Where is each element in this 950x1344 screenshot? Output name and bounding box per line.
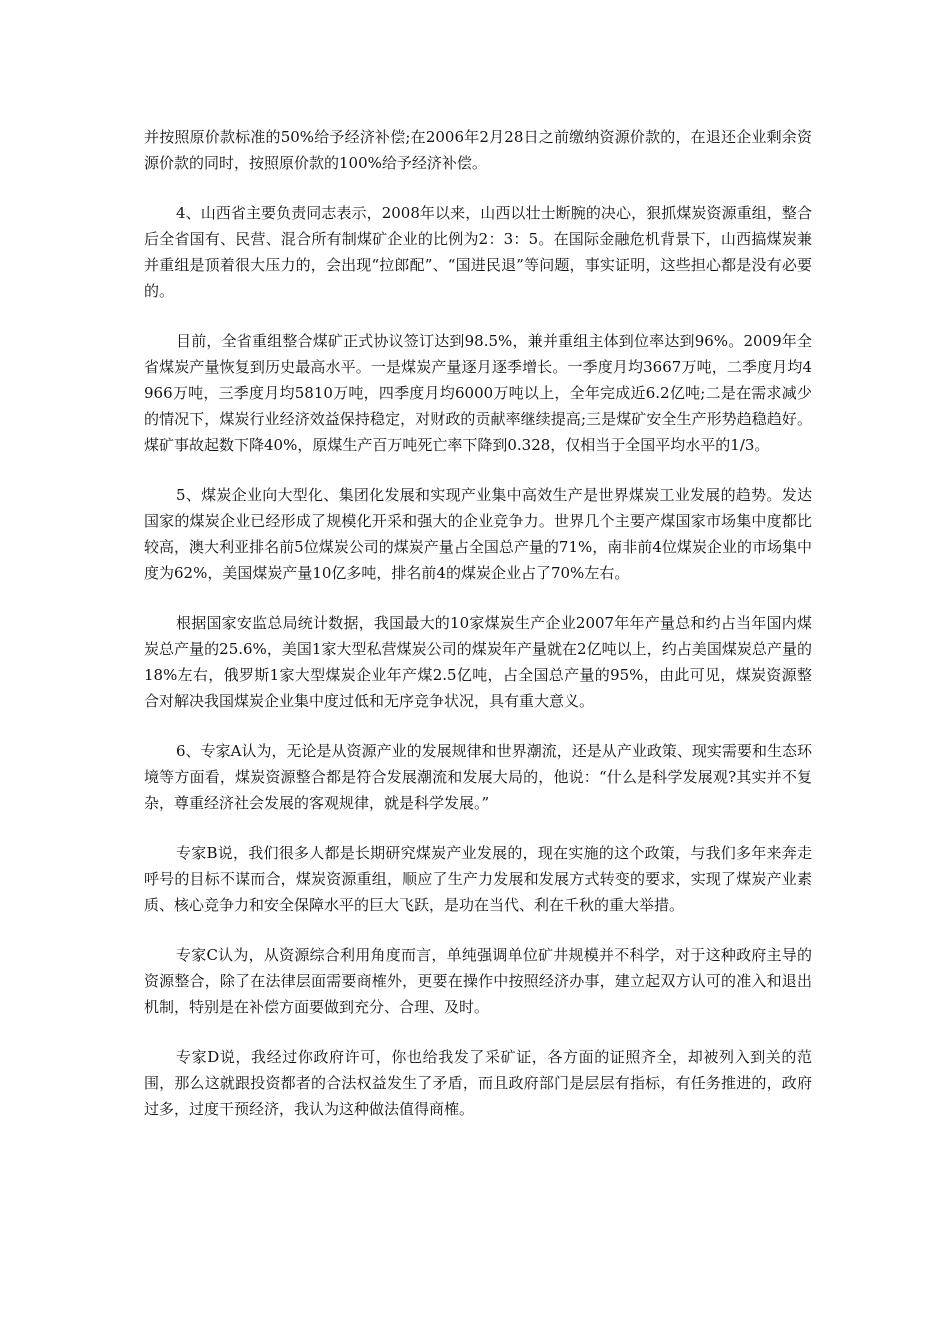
- paragraph-current-status: 目前，全省重组整合煤矿正式协议签订达到98.5%，兼并重组主体到位率达到96%。2009年全省煤炭产量恢复到历史最高水平。一是煤炭产量逐月逐季增长。一季度月均3667万吨，二季度月均4966万吨，三季度月均5810万吨，四季度月均6000万吨以上，全年完成近6.2亿吨;二是在需求减少的情况下，煤炭行业经济效益保持稳定，对财政的贡献率继续提高;三是煤矿安全生产形势趋稳趋好。煤矿事故起数下降40%，原煤生产百万吨死亡率下降到0.328，仅相当于全国平均水平的1/3。: [144, 332, 812, 454]
- document-page: [144, 124, 812, 1146]
- paragraph-expert-b: 专家B说，我们很多人都是长期研究煤炭产业发展的，现在实施的这个政策，与我们多年来奔走呼号的目标不谋而合，煤炭资源重组，顺应了生产力发展和发展方式转变的要求，实现了煤炭产业素质、核心竞争力和安全保障水平的巨大飞跃，是功在当代、利在千秋的重大举措。: [144, 844, 812, 914]
- paragraph-statistics: 根据国家安监总局统计数据，我国最大的10家煤炭生产企业2007年年产量总和约占当年国内煤炭总产量的25.6%，美国1家大型私营煤炭公司的煤炭年产量就在2亿吨以上，约占美国煤炭总产量的18%左右，俄罗斯1家大型煤炭企业年产煤2.5亿吨，占全国总产量的95%，由此可见，煤炭资源整合对解决我国煤炭企业集中度过低和无序竞争状况，具有重大意义。: [144, 614, 812, 710]
- paragraph-continuation: 并按照原价款标准的50%给予经济补偿;在2006年2月28日之前缴纳资源价款的，在退还企业剩余资源价款的同时，按照原价款的100%给予经济补偿。: [144, 128, 812, 172]
- paragraph-item-6-expert-a: 6、专家A认为，无论是从资源产业的发展规律和世界潮流，还是从产业政策、现实需要和生态环境等方面看，煤炭资源整合都是符合发展潮流和发展大局的，他说：“什么是科学发展观?其实并不复杂，尊重经济社会发展的客观规律，就是科学发展。”: [144, 742, 812, 812]
- paragraph-expert-d: 专家D说，我经过你政府许可，你也给我发了采矿证，各方面的证照齐全，却被列入到关的范围，那么这就跟投资都者的合法权益发生了矛盾，而且政府部门是层层有指标，有任务推进的，政府过多，过度干预经济，我认为这种做法值得商榷。: [144, 1048, 812, 1118]
- paragraph-expert-c: 专家C认为，从资源综合利用角度而言，单纯强调单位矿井规模并不科学，对于这种政府主导的资源整合，除了在法律层面需要商榷外，更要在操作中按照经济办事，建立起双方认可的准入和退出机制，特别是在补偿方面要做到充分、合理、及时。: [144, 946, 812, 1016]
- paragraph-item-4: 4、山西省主要负责同志表示，2008年以来，山西以壮士断腕的决心，狠抓煤炭资源重组，整合后全省国有、民营、混合所有制煤矿企业的比例为2：3：5。在国际金融危机背景下，山西搞煤炭兼并重组是顶着很大压力的，会出现“拉郎配”、“国进民退”等问题，事实证明，这些担心都是没有必要的。: [144, 204, 812, 300]
- paragraph-item-5: 5、煤炭企业向大型化、集团化发展和实现产业集中高效生产是世界煤炭工业发展的趋势。发达国家的煤炭企业已经形成了规模化开采和强大的企业竞争力。世界几个主要产煤国家市场集中度都比较高，澳大利亚排名前5位煤炭公司的煤炭产量占全国总产量的71%，南非前4位煤炭企业的市场集中度为62%，美国煤炭产量10亿多吨，排名前4的煤炭企业占了70%左右。: [144, 486, 812, 582]
